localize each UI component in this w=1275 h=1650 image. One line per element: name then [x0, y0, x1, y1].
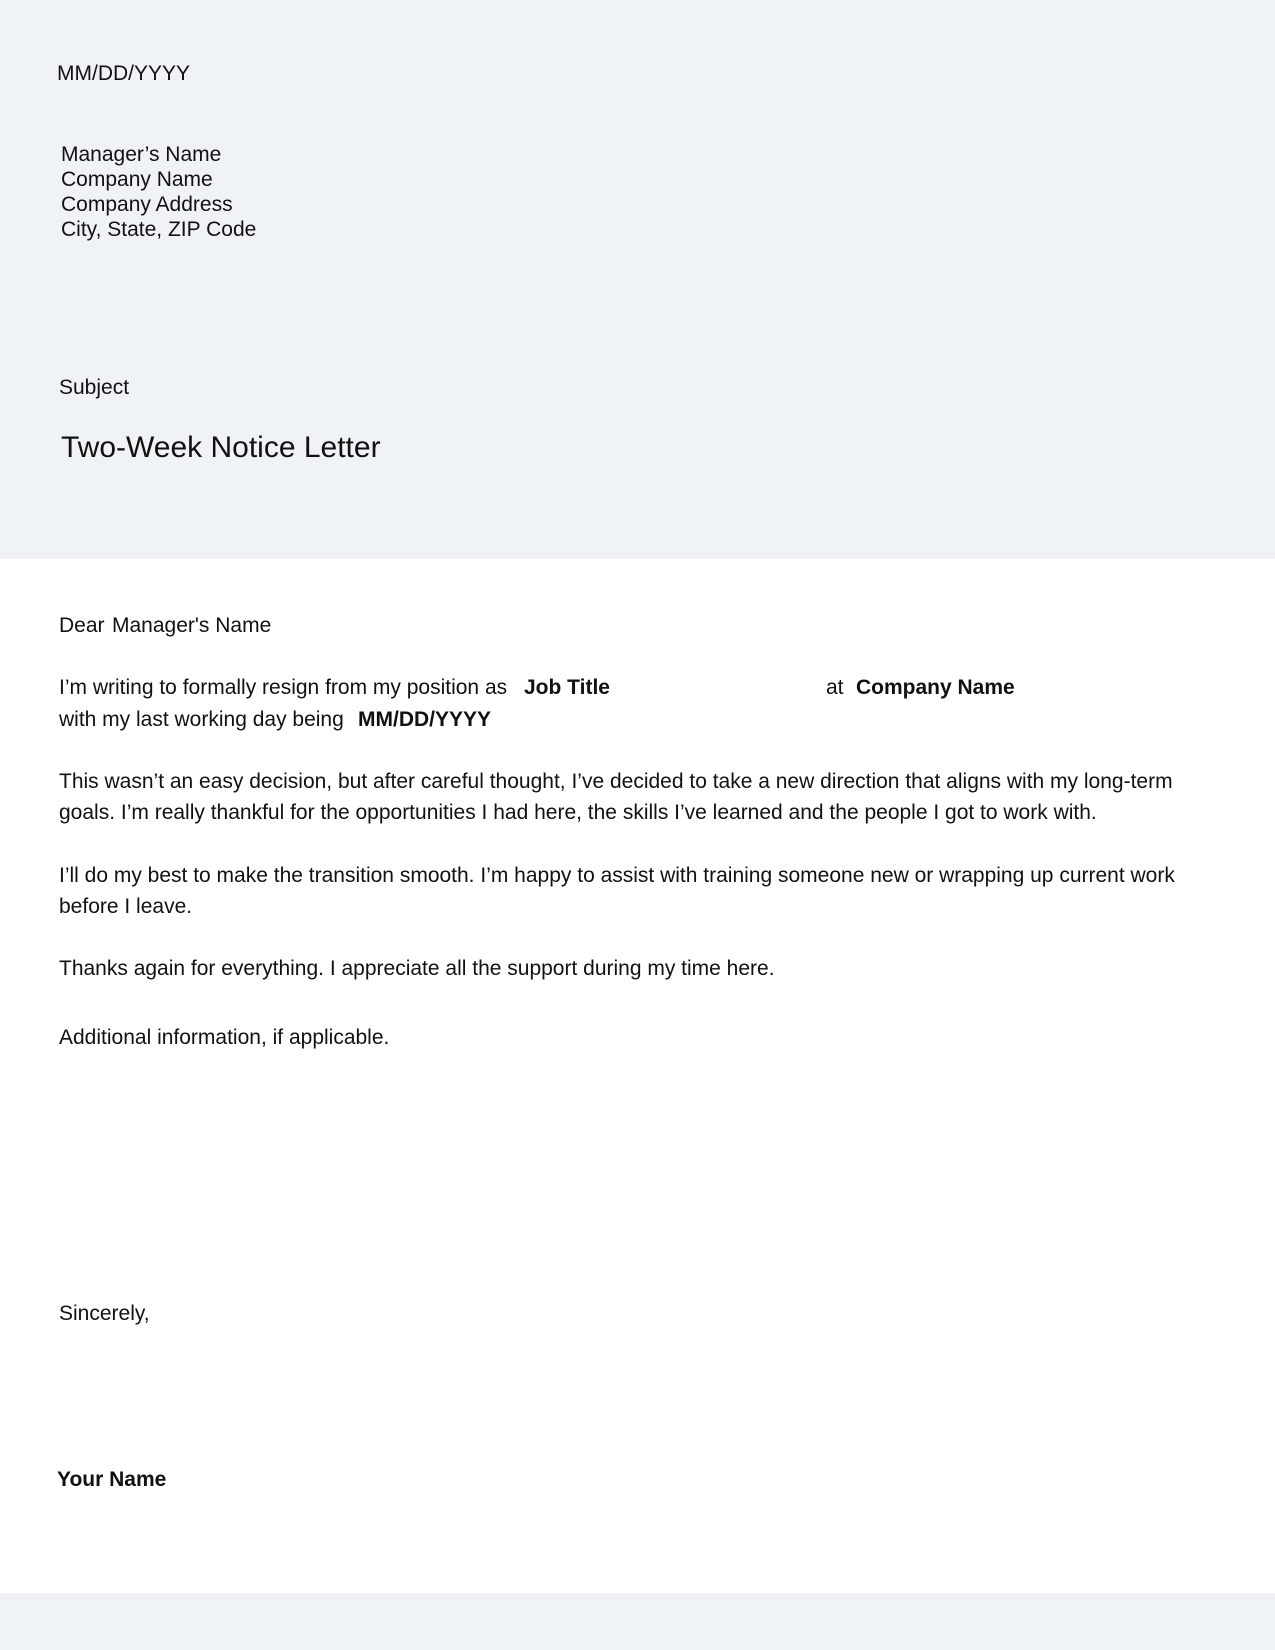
recipient-address-block [61, 142, 256, 242]
paragraph-decision: This wasn’t an easy decision, but after careful thought, I’ve decided to take a new direction that aligns with my long-term goals. I’m really thankful for the opportunities I had here, the skills I’ve learned and the people I got to work with. [59, 770, 1173, 824]
last-day-field: MM/DD/YYYY [358, 708, 492, 731]
header-band [0, 0, 1275, 559]
recipient-name: Manager’s Name [61, 143, 222, 166]
recipient-address: Company Address [61, 193, 233, 216]
subject-label: Subject [59, 376, 130, 399]
recipient-city-line: City, State, ZIP Code [61, 218, 257, 241]
paragraph-transition: I’ll do my best to make the transition smooth. I’m happy to assist with training someone new or wrapping up current work before I leave. [59, 864, 1175, 918]
salutation-name: Manager's Name [112, 614, 272, 637]
resign-text-at: at [826, 676, 844, 699]
footer-band [0, 1593, 1275, 1650]
resign-text-start: I’m writing to formally resign from my position as [59, 676, 508, 699]
signature-name: Your Name [57, 1468, 167, 1491]
sign-off: Sincerely, [59, 1302, 150, 1325]
additional-info: Additional information, if applicable. [59, 1026, 390, 1049]
job-title-field: Job Title [524, 676, 610, 699]
subject-title: Two-Week Notice Letter [61, 431, 381, 464]
last-day-text: with my last working day being [59, 708, 344, 731]
paragraph-thanks: Thanks again for everything. I appreciate all the support during my time here. [59, 957, 775, 980]
salutation-word: Dear [59, 614, 105, 637]
recipient-company: Company Name [61, 168, 213, 191]
letter-date: MM/DD/YYYY [57, 62, 191, 85]
company-name-field: Company Name [856, 676, 1015, 699]
